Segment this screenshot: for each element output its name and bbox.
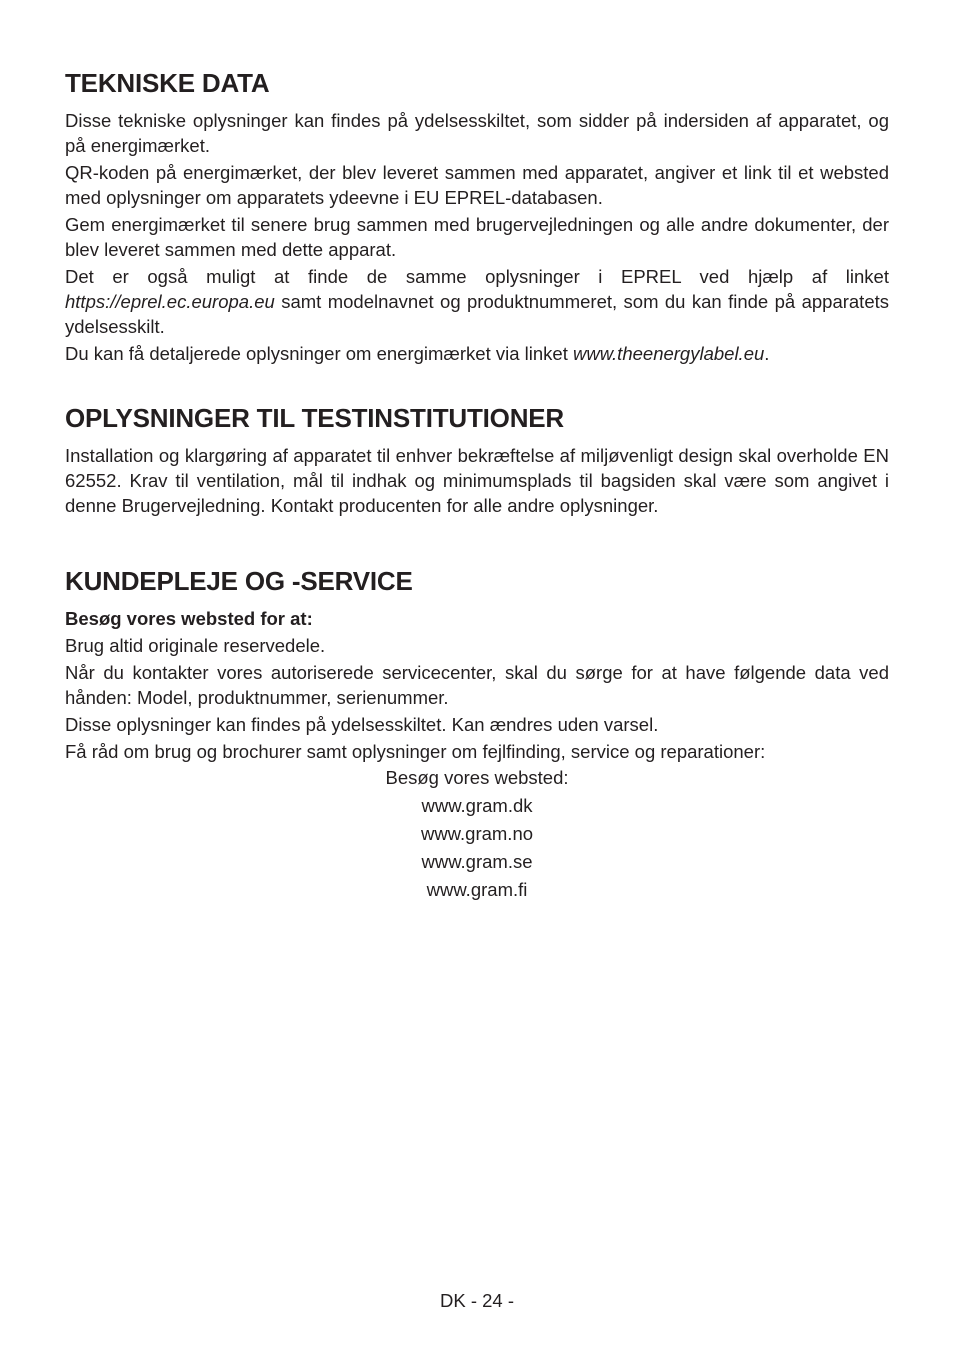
paragraph: QR-koden på energimærket, der blev leveret sammen med apparatet, angiver et link til et websted med oplysninger om apparatets ydeevne i EU EPREL-databasen. <box>65 162 889 208</box>
page-number: DK - 24 - <box>439 1290 515 1311</box>
section-heading: KUNDEPLEJE OG -SERVICE <box>65 566 413 596</box>
website-link-fi[interactable]: www.gram.fi <box>426 879 528 900</box>
paragraph: Disse oplysninger kan findes på ydelsesskiltet. Kan ændres uden varsel. <box>65 714 659 735</box>
paragraph-text: . <box>764 343 770 364</box>
paragraph-text: Det er også muligt at finde de samme oplysninger i EPREL ved hjælp af linket <box>65 266 889 287</box>
visit-label: Besøg vores websted: <box>385 767 569 788</box>
section-customer-service <box>65 566 889 904</box>
section-body <box>65 443 889 518</box>
paragraph-text: samt modelnavnet og produktnummeret, som du kan finde på apparatets ydelsesskilt. <box>65 291 889 337</box>
paragraph: Få råd om brug og brochurer samt oplysninger om fejlfinding, service og reparationer: <box>65 741 766 762</box>
section-body <box>65 108 889 366</box>
website-link-dk[interactable]: www.gram.dk <box>421 795 533 816</box>
paragraph <box>65 341 889 366</box>
website-link-no[interactable]: www.gram.no <box>420 823 534 844</box>
paragraph: Gem energimærket til senere brug sammen med brugervejledningen og alle andre dokumenter, der blev leveret sammen med dette apparat. <box>65 214 889 260</box>
paragraph-text: Du kan få detaljerede oplysninger om energimærket via linket <box>65 343 573 364</box>
paragraph: Når du kontakter vores autoriserede servicecenter, skal du sørge for at have følgende data ved hånden: Model, produktnummer, serienummer. <box>65 662 889 708</box>
energylabel-link[interactable]: www.theenergylabel.eu <box>572 343 765 364</box>
paragraph <box>65 264 889 339</box>
paragraph: Brug altid originale reservedele. <box>65 635 326 656</box>
websites-block <box>65 764 889 904</box>
section-test-institutions <box>65 403 889 518</box>
subheading: Besøg vores websted for at: <box>65 608 313 629</box>
paragraph: Installation og klargøring af apparatet til enhver bekræftelse af miljøvenligt design skal overholde EN 62552. Krav til ventilation, mål til indhak og minimumsplads til bagsiden skal være som angivet i denne Brugervejledning. Kontakt producenten for alle andre oplysninger. <box>65 445 889 516</box>
section-body <box>65 606 889 904</box>
section-technical-data <box>65 68 889 366</box>
section-heading: OPLYSNINGER TIL TESTINSTITUTIONER <box>65 403 565 433</box>
paragraph: Disse tekniske oplysninger kan findes på ydelsesskiltet, som sidder på indersiden af apparatet, og på energimærket. <box>65 110 889 156</box>
section-heading: TEKNISKE DATA <box>65 68 270 98</box>
website-link-se[interactable]: www.gram.se <box>421 851 533 872</box>
eprel-link[interactable]: https://eprel.ec.europa.eu <box>65 291 275 312</box>
